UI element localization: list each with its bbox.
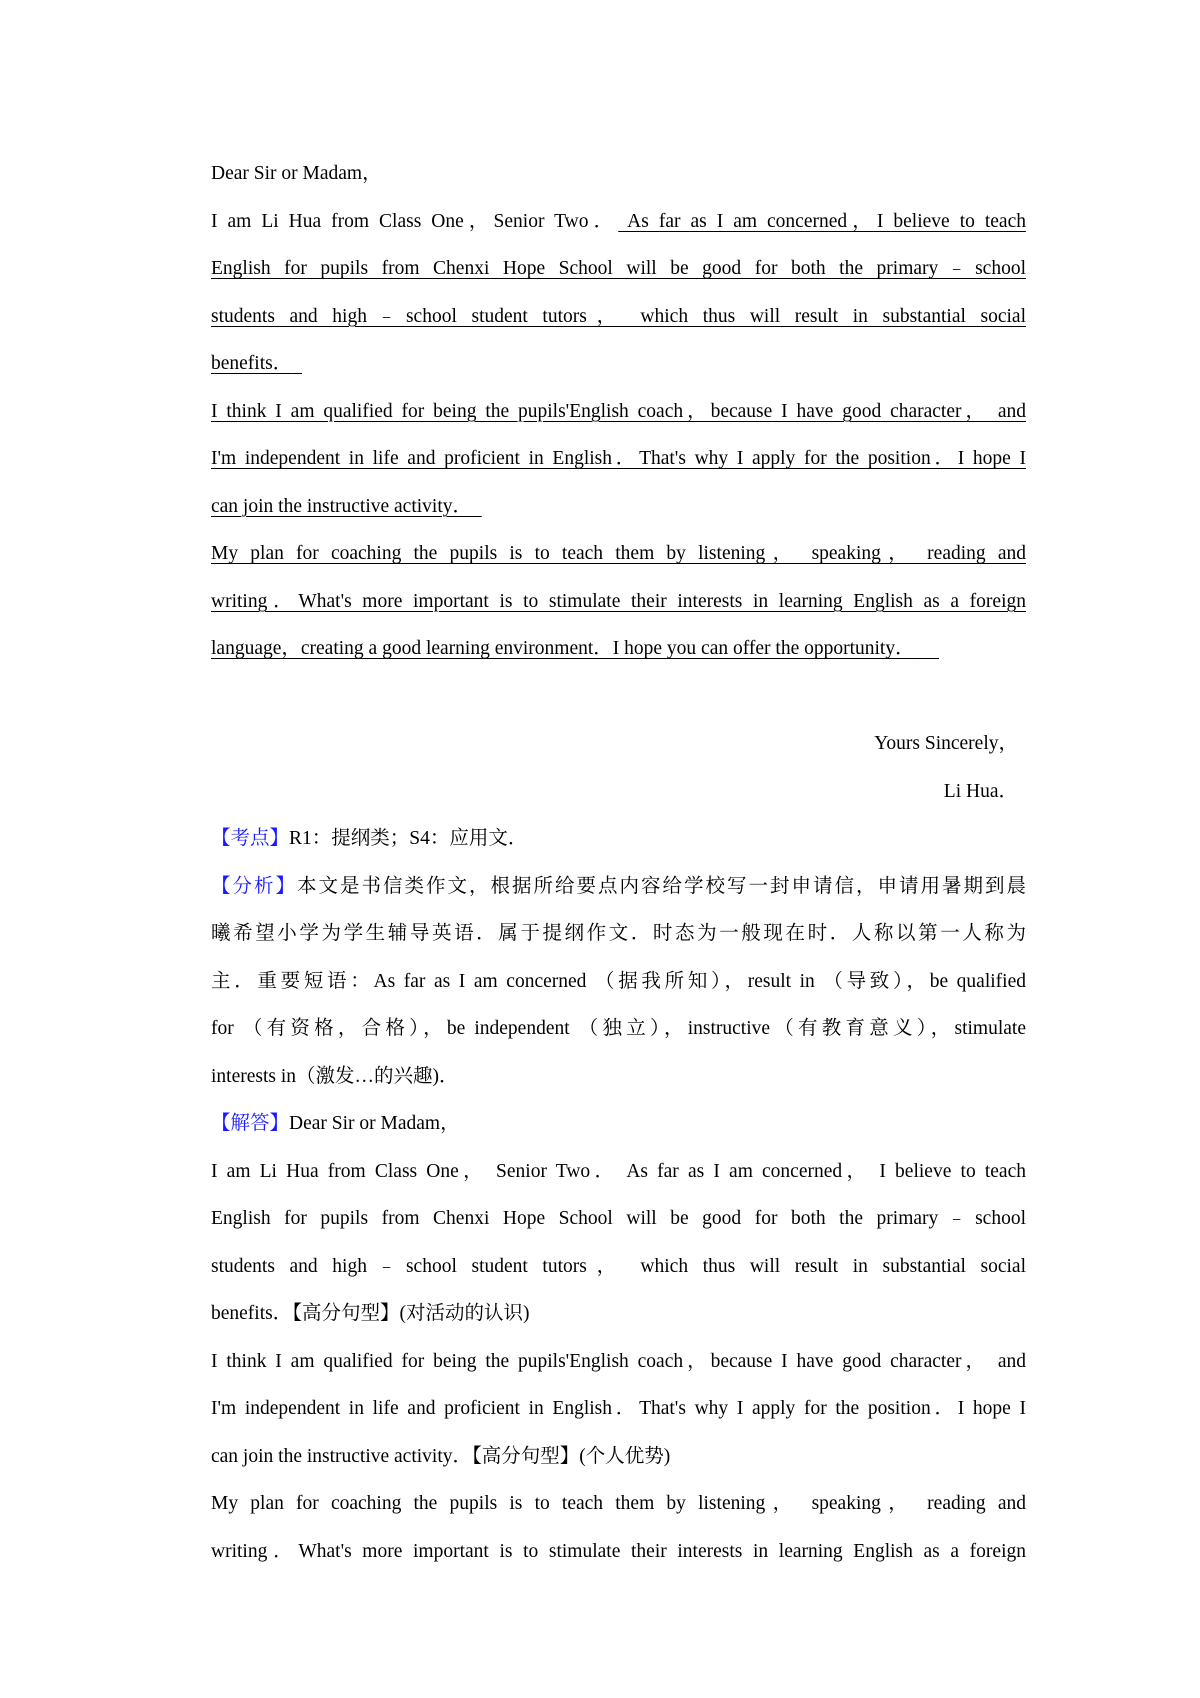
- fenxi-line-1: [211, 863, 1026, 911]
- jieda-tag: 【解答】: [211, 1113, 290, 1134]
- jieda-paragraph-1-line-1: I am Li Hua from Class One， Senior Two． As far as I am concerned， I believe to teach: [211, 1160, 1026, 1182]
- letter-paragraph-2-line-2: I'm independent in life and proficient in English．That's why I apply for the position．I hope I: [211, 448, 1026, 469]
- jieda-text: can join the instructive activity．: [211, 1445, 473, 1467]
- jieda-paragraph-3-line-1: My plan for coaching the pupils is to teach them by listening， speaking， reading and: [211, 1493, 1026, 1514]
- fenxi-line-3: 主．重要短语：As far as I am concerned （据我所知），result in （导致），be qualified: [211, 970, 1026, 992]
- underlined-text: can join the instructive activity．: [211, 495, 473, 517]
- fenxi-tag: 【分析】: [211, 875, 297, 897]
- blank-line: [211, 673, 1026, 721]
- jieda-section: [211, 1100, 1026, 1148]
- letter-paragraph-1-line-4: [211, 340, 1026, 388]
- note-text: (对活动的认识): [399, 1303, 530, 1324]
- jieda-paragraph-3-line-2: writing．What's more important is to stimulate their interests in learning English as a foreign: [211, 1540, 1026, 1562]
- kaodian-tag: 【考点】: [211, 828, 290, 849]
- jieda-paragraph-2-line-1: I think I am qualified for being the pupils'English coach，because I have good character， and: [211, 1350, 1026, 1372]
- jieda-paragraph-2-line-3: [211, 1433, 1026, 1481]
- letter-paragraph-3-line-1: My plan for coaching the pupils is to teach them by listening， speaking， reading and: [211, 543, 1026, 564]
- jieda-paragraph-1-line-3: students and high﹣school student tutors， which thus will result in substantial social: [211, 1255, 1026, 1277]
- jieda-paragraph-1-line-2: English for pupils from Chenxi Hope School will be good for both the primary﹣school: [211, 1208, 1026, 1229]
- kaodian-text: R1：提纲类；S4：应用文．: [289, 828, 528, 849]
- letter-paragraph-2-line-1: I think I am qualified for being the pupils'English coach，because I have good character， and: [211, 400, 1026, 422]
- underlined-text: As far as I am concerned，I believe to teach: [618, 210, 1026, 232]
- letter-closing: Yours Sincerely，: [874, 733, 1018, 754]
- underlined-text: benefits．: [211, 353, 293, 374]
- jieda-text: benefits．: [211, 1303, 293, 1324]
- fenxi-text-1: 本文是书信类作文，根据所给要点内容给学校写一封申请信，申请用暑期到晨: [297, 875, 1026, 897]
- letter-paragraph-3-line-3: [211, 625, 1026, 673]
- document-body: [211, 150, 1026, 1575]
- fenxi-line-4: for （有资格，合格），be independent （独立），instructive（有教育意义），stimulate: [211, 1018, 1026, 1039]
- letter-paragraph-1-line-3: students and high﹣school student tutors， which thus will result in substantial social: [211, 305, 1026, 327]
- high-score-tag: 【高分句型】: [472, 1445, 580, 1467]
- letter-paragraph-3-line-2: writing．What's more important is to stimulate their interests in learning English as a foreign: [211, 590, 1026, 612]
- jieda-paragraph-2-line-2: I'm independent in life and proficient in English．That's why I apply for the position．I hope I: [211, 1398, 1026, 1419]
- jieda-paragraph-1-line-4: [211, 1290, 1026, 1338]
- underlined-text: language，creating a good learning environment．I hope you can offer the opportunity．: [211, 638, 915, 659]
- letter-paragraph-1-line-2: English for pupils from Chenxi Hope School will be good for both the primary﹣school: [211, 258, 1026, 279]
- letter-paragraph-2-line-3: [211, 483, 1026, 531]
- letter-signature: Li Hua．: [943, 780, 1018, 802]
- fenxi-line-2: 曦希望小学为学生辅导英语．属于提纲作文．时态为一般现在时．人称以第一人称为: [211, 923, 1026, 944]
- fenxi-line-5: interests in（激发…的兴趣)．: [211, 1065, 459, 1087]
- kaodian-section: [211, 815, 1026, 863]
- high-score-tag: 【高分句型】: [292, 1303, 400, 1324]
- letter-salutation: Dear Sir or Madam，: [211, 163, 382, 184]
- note-text: (个人优势): [579, 1445, 671, 1467]
- letter-paragraph-1-line-1: [211, 198, 1026, 246]
- letter-intro: I am Li Hua from Class One，Senior Two．: [211, 210, 619, 232]
- jieda-salutation: Dear Sir or Madam，: [289, 1113, 460, 1134]
